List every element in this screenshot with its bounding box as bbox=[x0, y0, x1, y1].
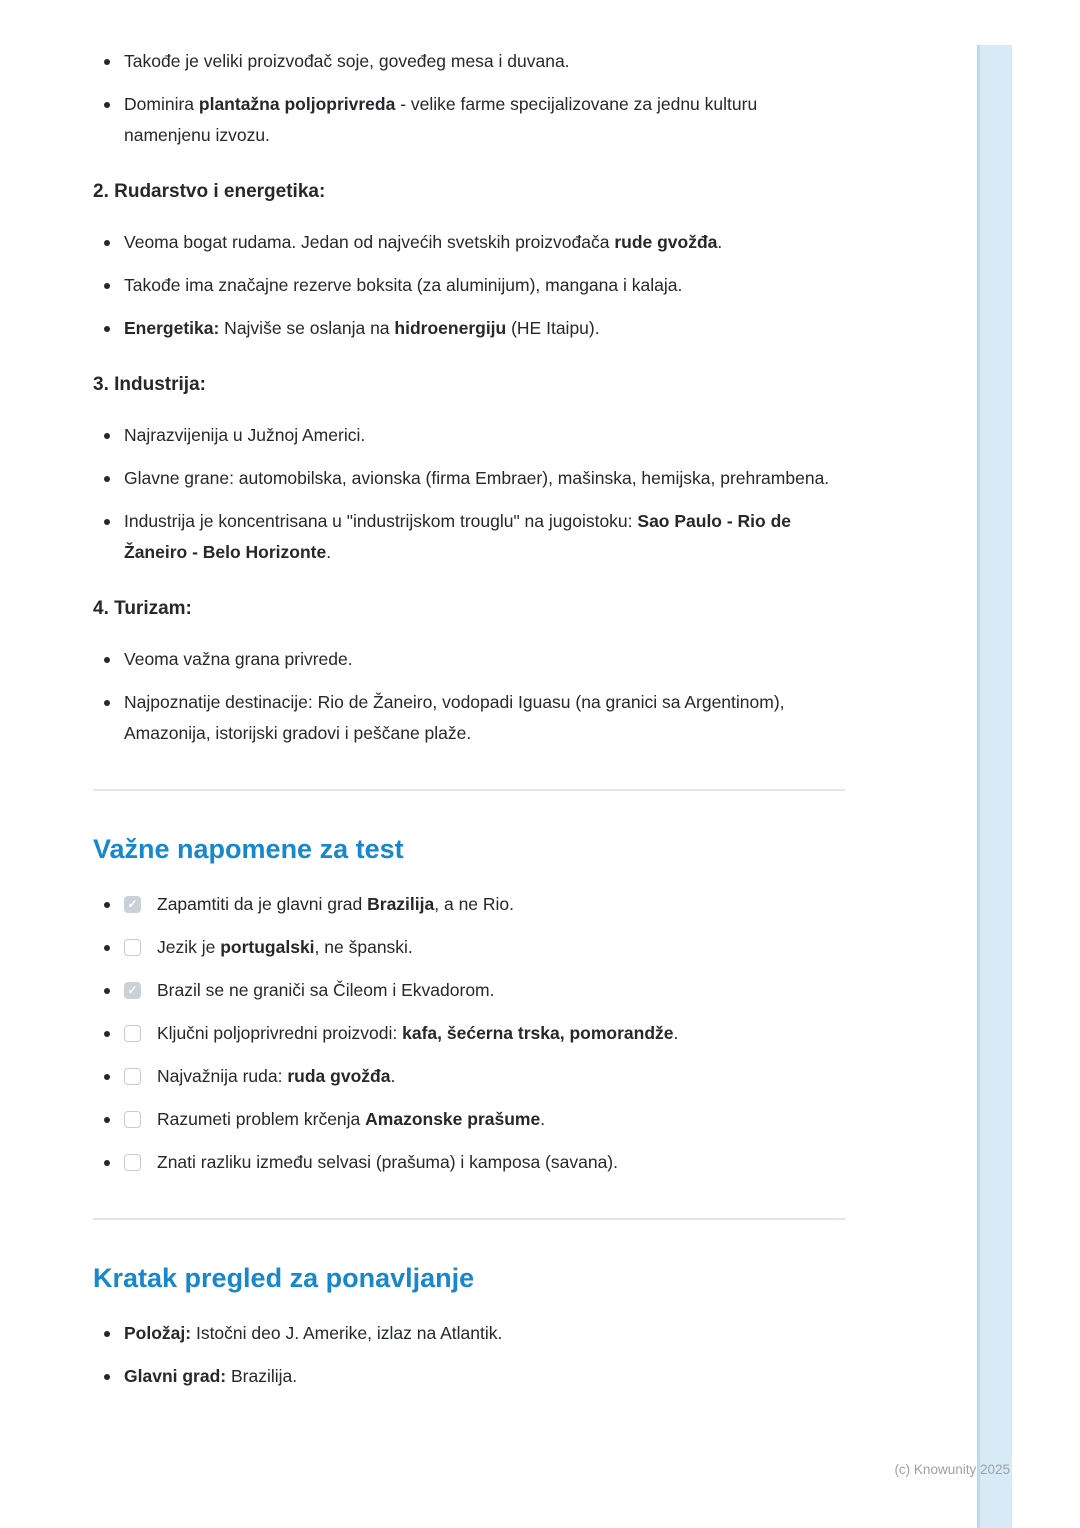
text: (HE Itaipu). bbox=[506, 318, 600, 338]
text: Razumeti problem krčenja bbox=[157, 1109, 366, 1129]
bullet-list bbox=[93, 46, 845, 151]
bold-text: portugalski bbox=[220, 937, 315, 957]
checklist-item bbox=[93, 1147, 845, 1178]
list-item bbox=[93, 270, 845, 301]
text: Najviše se oslanja na bbox=[219, 318, 395, 338]
item-text bbox=[124, 232, 722, 252]
item-text bbox=[124, 425, 365, 445]
text: Ključni poljoprivredni proizvodi: bbox=[157, 1023, 403, 1043]
checkbox-unchecked[interactable] bbox=[124, 1025, 141, 1042]
list-item bbox=[93, 644, 845, 675]
text: . bbox=[540, 1109, 546, 1129]
checklist-item bbox=[93, 1018, 845, 1049]
text: . bbox=[717, 232, 723, 252]
checkbox-unchecked[interactable] bbox=[124, 1154, 141, 1171]
item-text bbox=[124, 275, 682, 295]
bold-text: kafa, šećerna trska, pomorandže bbox=[402, 1023, 674, 1043]
item-text bbox=[157, 1147, 618, 1178]
bold-text: plantažna poljoprivreda bbox=[198, 94, 396, 114]
section-divider bbox=[93, 789, 845, 791]
text: Najpoznatije destinacije: Rio de Žaneiro, vodopadi Iguasu (na granici sa Argentinom), Amazonija, istorijski gradovi i peščane plaže. bbox=[124, 692, 785, 743]
checkbox-unchecked[interactable] bbox=[124, 939, 141, 956]
text: Takođe je veliki proizvođač soje, goveđeg mesa i duvana. bbox=[124, 51, 570, 71]
list-item bbox=[93, 313, 845, 344]
bullet-list bbox=[93, 644, 845, 749]
checkbox-unchecked[interactable] bbox=[124, 1111, 141, 1128]
bold-text: Brazilija bbox=[367, 894, 435, 914]
text: Dominira bbox=[124, 94, 199, 114]
item-text bbox=[124, 649, 353, 669]
checklist bbox=[93, 889, 845, 1178]
item-text bbox=[124, 468, 829, 488]
item-text bbox=[157, 1104, 545, 1135]
subsection-heading: 4. Turizam: bbox=[93, 598, 192, 619]
text: Zapamtiti da je glavni grad bbox=[157, 894, 368, 914]
bullet-list bbox=[93, 1318, 845, 1392]
text: Najrazvijenija u Južnoj Americi. bbox=[124, 425, 366, 445]
item-text bbox=[124, 94, 757, 145]
check-icon: ✓ bbox=[127, 983, 138, 997]
item-text bbox=[124, 511, 791, 562]
checklist-item bbox=[93, 889, 845, 920]
list-item bbox=[93, 1361, 845, 1392]
bold-text: Amazonske prašume bbox=[365, 1109, 541, 1129]
item-text bbox=[157, 1061, 395, 1092]
text: Istočni deo J. Amerike, izlaz na Atlantik. bbox=[191, 1323, 503, 1343]
checklist-item bbox=[93, 1061, 845, 1092]
text: Veoma važna grana privrede. bbox=[124, 649, 353, 669]
text: Glavne grane: automobilska, avionska (firma Embraer), mašinska, hemijska, prehrambena. bbox=[124, 468, 830, 488]
subsection-heading: 2. Rudarstvo i energetika: bbox=[93, 181, 326, 202]
list-item bbox=[93, 463, 845, 494]
text: Jezik je bbox=[157, 937, 221, 957]
checkbox-checked[interactable] bbox=[124, 896, 141, 913]
list-item bbox=[93, 506, 845, 568]
text: - velike farme specijalizovane za jednu kulturu namenjenu izvozu. bbox=[124, 94, 758, 145]
checklist-item bbox=[93, 975, 845, 1006]
text: Veoma bogat rudama. Jedan od najvećih svetskih proizvođača bbox=[124, 232, 615, 252]
item-text bbox=[157, 932, 413, 963]
item-text bbox=[157, 889, 514, 920]
subsection-heading: 3. Industrija: bbox=[93, 374, 206, 395]
text: Takođe ima značajne rezerve boksita (za aluminijum), mangana i kalaja. bbox=[124, 275, 683, 295]
bold-text: Glavni grad: bbox=[124, 1366, 227, 1386]
item-text bbox=[124, 51, 570, 71]
text: . bbox=[326, 542, 332, 562]
checkbox-checked[interactable] bbox=[124, 982, 141, 999]
section-divider bbox=[93, 1218, 845, 1220]
item-text bbox=[124, 318, 600, 338]
text: , ne španski. bbox=[314, 937, 413, 957]
text: Najvažnija ruda: bbox=[157, 1066, 288, 1086]
copyright-note: (c) Knowunity 2025 bbox=[894, 1462, 1010, 1477]
section-heading: Kratak pregled za ponavljanje bbox=[93, 1263, 475, 1293]
list-item bbox=[93, 227, 845, 258]
document-content bbox=[93, 46, 845, 1404]
check-icon: ✓ bbox=[127, 897, 138, 911]
text: Industrija je koncentrisana u "industrijskom trouglu" na jugoistoku: bbox=[124, 511, 638, 531]
checkbox-unchecked[interactable] bbox=[124, 1068, 141, 1085]
scroll-indicator-stripe bbox=[977, 45, 1012, 1528]
text: . bbox=[673, 1023, 679, 1043]
text: Brazil se ne graniči sa Čileom i Ekvadorom. bbox=[157, 980, 495, 1000]
bold-text: Energetika: bbox=[124, 318, 220, 338]
bold-text: ruda gvožđa bbox=[287, 1066, 391, 1086]
checklist-item bbox=[93, 932, 845, 963]
bold-text: Položaj: bbox=[124, 1323, 192, 1343]
text: Znati razliku između selvasi (prašuma) i kamposa (savana). bbox=[157, 1152, 618, 1172]
bold-text: Sao Paulo - Rio de Žaneiro - Belo Horizonte bbox=[124, 511, 792, 562]
text: . bbox=[390, 1066, 396, 1086]
list-item bbox=[93, 420, 845, 451]
item-text bbox=[157, 1018, 678, 1049]
section-heading: Važne napomene za test bbox=[93, 834, 404, 864]
text: Brazilija. bbox=[226, 1366, 298, 1386]
text: , a ne Rio. bbox=[434, 894, 515, 914]
bullet-list bbox=[93, 227, 845, 344]
bullet-list bbox=[93, 420, 845, 568]
list-item bbox=[93, 687, 845, 749]
checklist-item bbox=[93, 1104, 845, 1135]
list-item bbox=[93, 89, 845, 151]
item-text bbox=[157, 975, 495, 1006]
bold-text: rude gvožđa bbox=[614, 232, 718, 252]
item-text bbox=[124, 1323, 502, 1343]
list-item bbox=[93, 46, 845, 77]
item-text bbox=[124, 1366, 297, 1386]
bold-text: hidroenergiju bbox=[394, 318, 507, 338]
list-item bbox=[93, 1318, 845, 1349]
item-text bbox=[124, 692, 785, 743]
